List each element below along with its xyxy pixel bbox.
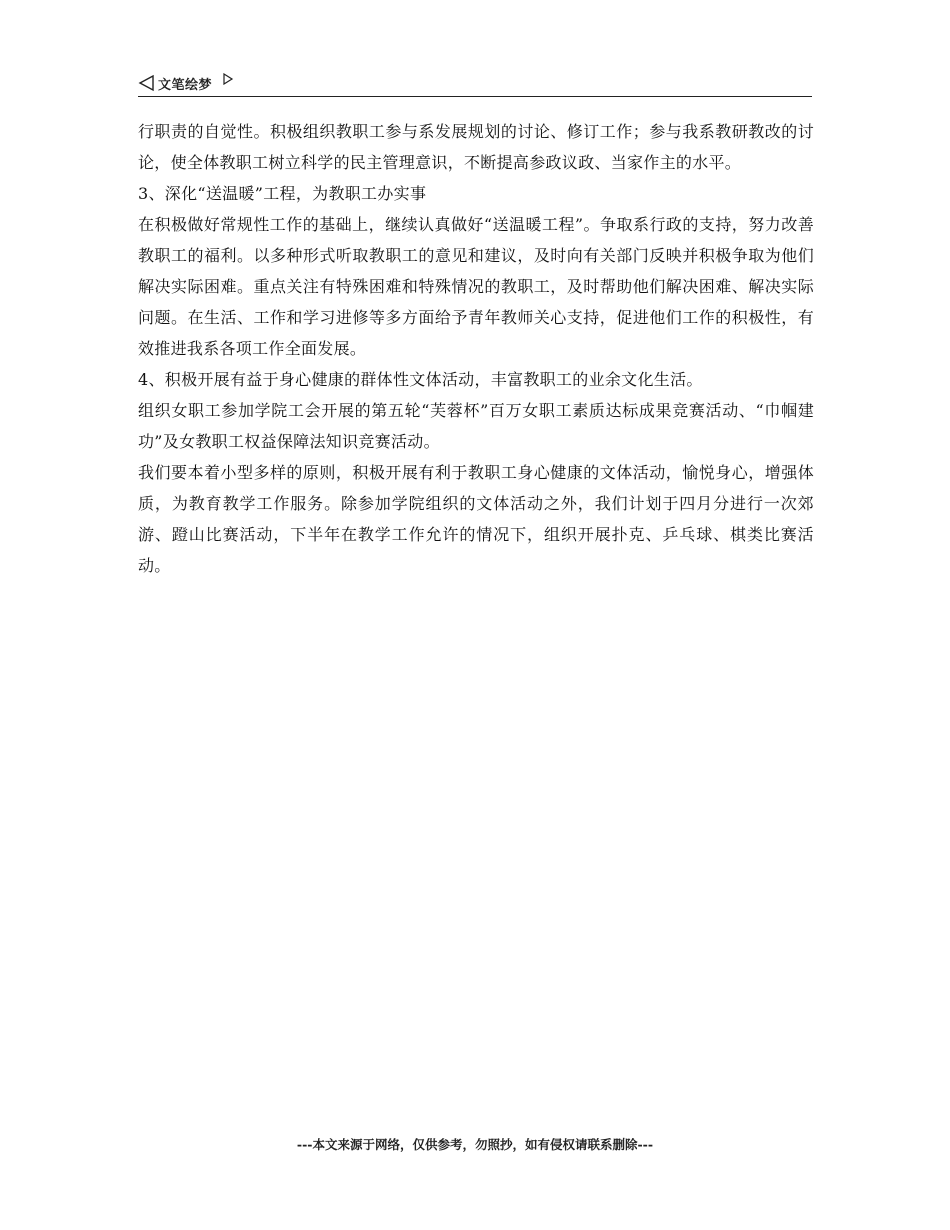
footer-disclaimer: ---本文来源于网络，仅供参考，勿照抄，如有侵权请联系删除--- [296, 1137, 654, 1152]
paragraph: 组织女职工参加学院工会开展的第五轮“芙蓉杯”百万女职工素质达标成果竞赛活动、“巾帼建功”及女教职工权益保障法知识竞赛活动。 [138, 401, 814, 451]
section-heading: 4、积极开展有益于身心健康的群体性文体活动，丰富教职工的业余文化生活。 [138, 370, 703, 389]
document-body [138, 116, 814, 581]
triangle-left-icon [138, 74, 156, 92]
paragraph: 在积极做好常规性工作的基础上，继续认真做好“送温暖工程”。争取系行政的支持，努力改善教职工的福利。以多种形式听取教职工的意见和建议，及时向有关部门反映并积极争取为他们解决实际困难。重点关注有特殊困难和特殊情况的教职工，及时帮助他们解决困难、解决实际问题。在生活、工作和学习进修等多方面给予青年教师关心支持，促进他们工作的积极性，有效推进我系各项工作全面发展。 [138, 215, 814, 358]
section-heading: 3、深化“送温暖”工程，为教职工办实事 [138, 184, 427, 203]
paragraph: 我们要本着小型多样的原则，积极开展有利于教职工身心健康的文体活动，愉悦身心，增强体质，为教育教学工作服务。除参加学院组织的文体活动之外，我们计划于四月分进行一次郊游、蹬山比赛活动，下半年在教学工作允许的情况下，组织开展扑克、乒乓球、棋类比赛活动。 [138, 463, 814, 575]
triangle-right-icon [222, 73, 234, 85]
header-title: 文笔绘梦 [158, 78, 213, 93]
page-header [138, 72, 812, 97]
paragraph: 行职责的自觉性。积极组织教职工参与系发展规划的讨论、修订工作；参与我系教研教改的讨论，使全体教职工树立科学的民主管理意识，不断提高参政议政、当家作主的水平。 [138, 122, 814, 172]
